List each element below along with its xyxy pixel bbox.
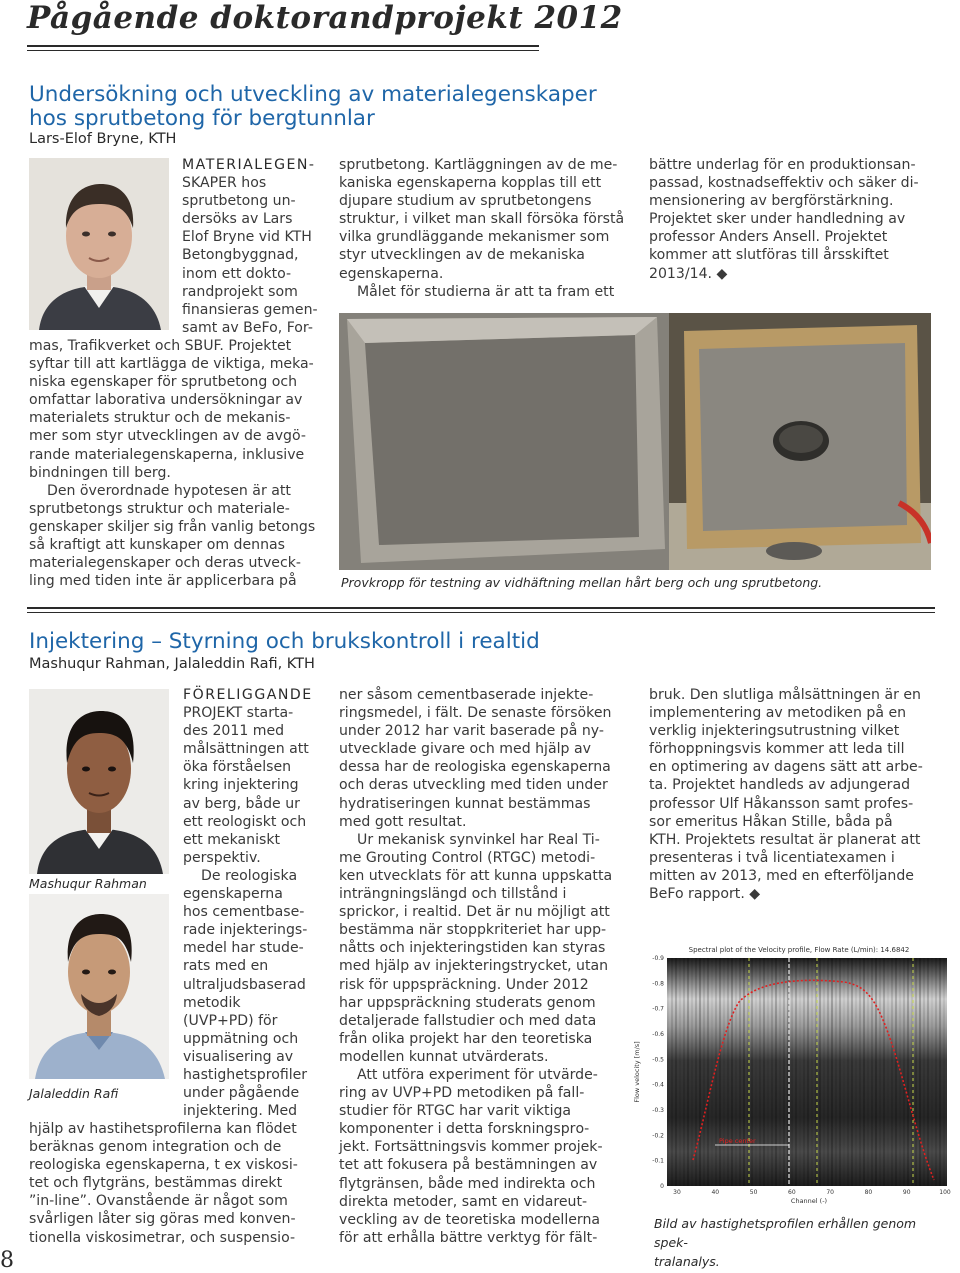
spectrum-stripe (759, 958, 761, 1186)
spectrum-stripe (743, 958, 745, 1186)
text-line: från olika projekt har den teoretiska (339, 1030, 593, 1047)
spectrum-stripe (795, 958, 797, 1186)
header-rule (27, 45, 539, 47)
text-line: sor emeritus Håkan Stille, båda på (649, 813, 893, 830)
caption-line: Bild av hastighetsprofilen erhållen genom spek- (654, 1216, 917, 1250)
text-line: hjälp av hastihetsprofilerna kan flödet (29, 1121, 297, 1137)
x-tick-label: 80 (864, 1189, 873, 1196)
spectrum-stripe (791, 958, 793, 1186)
page-number: 8 (0, 1248, 14, 1273)
spectrum-stripe (847, 958, 849, 1186)
text-line: risk för uppspräckning. Under 2012 (339, 976, 589, 993)
text-line: tionella viskosimetrar, och suspensio- (29, 1229, 296, 1246)
y-tick-label: -0.5 (652, 1056, 664, 1064)
spectrum-stripe (883, 958, 885, 1186)
x-tick-label: 40 (711, 1189, 720, 1196)
text-line: niska egenskaper för sprutbetong och (29, 374, 298, 391)
article1-col1 (29, 337, 329, 590)
text-line: des 2011 med (183, 723, 285, 740)
text-line: Den överordnade hypotesen är att (47, 482, 291, 499)
text-line: syftar till att kartlägga de viktiga, meka- (29, 356, 314, 373)
text-line: kaniska egenskaperna kopplas till ett (339, 175, 602, 192)
text-line: komponenter i detta forskningsprо- (339, 1121, 590, 1138)
spectrum-stripe (831, 958, 833, 1186)
spectrum-stripe (935, 958, 937, 1186)
spectrum-stripe (803, 958, 805, 1186)
spectrum-stripe (799, 958, 801, 1186)
spectrum-stripe (891, 958, 893, 1186)
text-line: PROJEKT starta- (183, 705, 294, 722)
text-line: sprutbetong un- (182, 193, 296, 210)
text-line: Betongbyggnad, (182, 247, 299, 264)
y-tick-label: -0.3 (652, 1107, 664, 1114)
portrait-jalaleddin-rafi (29, 894, 169, 1079)
spectrum-stripe (919, 958, 921, 1186)
spectrum-stripe (927, 958, 929, 1186)
text-line: Projektet sker under handledning av (649, 211, 906, 228)
spectrum-stripe (711, 958, 713, 1186)
spectrum-stripe (875, 958, 877, 1186)
spectrum-stripe (843, 958, 845, 1186)
text-line: öka förståelsen (183, 759, 292, 776)
text-line: djupare studium av sprutbetongens (339, 193, 592, 210)
y-tick-label: -0.4 (652, 1081, 664, 1089)
text-line: ett reologiskt och (183, 813, 307, 830)
spectrum-stripe (703, 958, 705, 1186)
portrait-mashuqur-rahman (29, 689, 169, 874)
text-line: med hjälp av injekteringstrycket, utan (339, 958, 609, 975)
text-line: SKAPER hos (182, 175, 267, 192)
text-line: en optimering av dagens sätt att arbe- (649, 759, 923, 776)
text-line: förhoppningsvis kommer att leda till (649, 741, 905, 758)
text-line: kommer att slutföras till årsskiftet (649, 247, 889, 264)
text-line: struktur, i vilket man skall försöka förstå (339, 211, 625, 228)
text-line: Att utföra experiment för utvärde- (357, 1066, 598, 1083)
text-line: modellen kunnat utvärderats. (339, 1048, 549, 1065)
spectrum-stripe (723, 958, 725, 1186)
text-line: omfattar laborativa undersökningar av (29, 392, 303, 409)
text-line: jekt. Fortsättningsvis kommer projek- (339, 1139, 603, 1156)
article1-col1-wrap (182, 156, 332, 337)
text-line: rande materialegenskaperna, inklusive (29, 446, 305, 463)
text-line: utvecklade givare och med hjälp av (339, 741, 591, 758)
spectrum-stripe (903, 958, 905, 1186)
article2-col1 (29, 1120, 329, 1247)
x-tick-label: 60 (788, 1189, 796, 1196)
text-line: kring injektering (183, 777, 299, 794)
text-line: så kraftigt att kunskaper om dennas (29, 537, 285, 554)
spectrum-stripe (767, 958, 769, 1186)
text-line: bestämma när stoppkriteriet har upp- (339, 922, 607, 939)
spectrum-stripe (839, 958, 841, 1186)
article1-col3 (649, 156, 949, 283)
portrait-drawing (29, 689, 169, 874)
y-tick-label: -0.8 (652, 980, 664, 988)
text-line: De reologiska (201, 867, 298, 884)
spectrum-stripe (731, 958, 733, 1186)
spectrum-stripe (739, 958, 741, 1186)
text-line: beräknas genom integration och de (29, 1139, 282, 1156)
x-tick-label: 70 (826, 1189, 834, 1196)
text-line: svårligen låter sig göras med konven- (29, 1211, 296, 1228)
specimen-photo-caption: Provkropp för testning av vidhäftning mellan hårt berg och ung sprutbetong. (341, 575, 823, 590)
text-line: under pågående (183, 1085, 300, 1102)
velocity-spectral-figure (629, 940, 951, 1205)
caption-line: tralanalys. (654, 1254, 720, 1269)
spectrum-stripe (863, 958, 865, 1186)
text-line: KTH. Projektets resultat är planerat att (649, 831, 921, 848)
spectrum-stripe (887, 958, 889, 1186)
text-line: sprutbetong. Kartläggningen av de me- (339, 157, 618, 173)
x-tick-label: 100 (939, 1189, 951, 1196)
article2-byline: Mashuqur Rahman, Jalaleddin Rafi, KTH (29, 656, 315, 672)
specimen-drawing (339, 313, 931, 570)
text-line: flytgränsen, både med indirekta och (339, 1175, 596, 1192)
spectrum-stripe (775, 958, 777, 1186)
text-line: tet och flytgräns, bestämmas direkt (29, 1175, 283, 1192)
text-line: egenskaperna. (339, 265, 444, 282)
text-line: visualisering av (183, 1048, 294, 1065)
spectrum-stripe (835, 958, 837, 1186)
text-line: presenteras i två licentiatexamen i (649, 849, 895, 866)
header-rule-thin (27, 50, 539, 51)
text-line: verklig injekteringsutrustning vilket (649, 723, 900, 740)
text-line: ling med tiden inte är applicerbara på (29, 573, 297, 590)
spectrum-stripe (679, 958, 681, 1186)
text-line: vilka grundläggande mekanismer som (339, 229, 610, 246)
figure-title: Spectral plot of the Velocity profile, Flow Rate (L/min): 14.6842 (688, 946, 910, 954)
figure-caption (654, 1214, 944, 1271)
text-line: med gott resultat. (339, 813, 467, 830)
page-header-title: Pågående doktorandprojekt 2012 (27, 0, 623, 36)
text-line: reologiska egenskaperna, t ex viskosi- (29, 1157, 298, 1174)
section-rule (27, 607, 935, 609)
text-line: veckling av de teoretiska modellerna (339, 1211, 601, 1228)
text-line: tet att fokusera på bestämningen av (339, 1157, 598, 1174)
article2-col3 (649, 686, 949, 903)
spectrum-stripe (763, 958, 765, 1186)
spectrum-stripe (671, 958, 673, 1186)
specimen-photo (339, 313, 931, 570)
photo2-caption: Jalaleddin Rafi (29, 1086, 119, 1101)
spectrum-stripe (811, 958, 813, 1186)
text-line: 2013/14. ◆ (649, 265, 728, 282)
text-line: ett mekaniskt (183, 831, 281, 848)
text-line: styr utvecklingen av de mekaniska (339, 247, 585, 264)
text-line: ringsmedel, i fält. De senaste försöken (339, 705, 612, 722)
spectrum-stripe (687, 958, 689, 1186)
lead-in: MATERIALEGEN- (182, 157, 316, 173)
spectrum-stripe (699, 958, 701, 1186)
text-line: mensionering av bergförstärkning. (649, 193, 894, 210)
spectrum-stripe (879, 958, 881, 1186)
text-line: ken utvecklats för att kunna uppskatta (339, 867, 613, 884)
text-line: för att erhålla bättre verktyg för fält- (339, 1229, 598, 1246)
text-line: sprickor, i realtid. Det är nu möjligt att (339, 904, 610, 921)
spectrum-stripe (783, 958, 785, 1186)
spectrum-stripe (719, 958, 721, 1186)
x-tick-label: 30 (673, 1189, 681, 1196)
spectrum-stripe (779, 958, 781, 1186)
section-rule-thin (27, 612, 935, 613)
y-axis-label: Flow velocity [m/s] (633, 1041, 641, 1103)
text-line: finansieras gemen- (182, 301, 318, 318)
text-line: studier för RTGC har varit viktiga (339, 1103, 572, 1120)
spectrum-stripe (827, 958, 829, 1186)
spectrum-stripe (895, 958, 897, 1186)
text-line: sprutbetongs struktur och materiale- (29, 500, 290, 517)
text-line: BeFo rapport. ◆ (649, 886, 761, 903)
text-line: hastighetsprofiler (183, 1066, 308, 1083)
text-line: rade injekterings- (183, 922, 308, 939)
text-line: ”in-line”. Ovanstående är något som (29, 1193, 288, 1210)
spectrum-stripe (871, 958, 873, 1186)
photo1-caption: Mashuqur Rahman (29, 876, 147, 891)
article1-byline: Lars-Elof Bryne, KTH (29, 131, 177, 147)
spectrum-stripe (807, 958, 809, 1186)
text-line: Elof Bryne vid KTH (182, 229, 312, 246)
text-line: mas, Trafikverket och SBUF. Projektet (29, 338, 292, 354)
lead-in: FÖRELIGGANDE (183, 687, 313, 703)
spectrum-stripe (943, 958, 945, 1186)
pipe-center-label: Pipe center (719, 1137, 756, 1145)
text-line: perspektiv. (183, 849, 261, 866)
spectrum-stripe (859, 958, 861, 1186)
text-line: nåtts och injekteringstiden kan styras (339, 940, 606, 957)
text-line: metodik (183, 994, 241, 1011)
text-line: direkta metoder, samt en vidareut- (339, 1193, 588, 1210)
portrait-drawing (29, 158, 169, 330)
text-line: genskaper skiljer sig från vanlig betongs (29, 518, 316, 535)
text-line: professor Ulf Håkansson samt profes- (649, 795, 914, 812)
spectrum-stripe (675, 958, 677, 1186)
text-line: (UVP+PD) för (183, 1012, 278, 1029)
text-line: samt av BeFo, For- (182, 319, 313, 336)
text-line: egenskaperna (183, 886, 283, 903)
text-line: medel har stude- (183, 940, 304, 957)
text-line: har uppspräckning studerats genom (339, 994, 596, 1011)
spectrum-stripe (715, 958, 717, 1186)
spectrum-stripe (683, 958, 685, 1186)
text-line: dersöks av Lars (182, 211, 293, 228)
spectrum-stripe (939, 958, 941, 1186)
spectrum-stripe (691, 958, 693, 1186)
text-line: Målet för studierna är att ta fram ett (357, 283, 615, 300)
portrait-lars-elof-bryne (29, 158, 169, 330)
text-line: inträngningslängd och tillstånd i (339, 886, 567, 903)
portrait-drawing (29, 894, 169, 1079)
y-tick-label: -0.7 (652, 1005, 664, 1013)
spectral-plot (629, 940, 951, 1205)
text-line: me Grouting Control (RTGC) metodi- (339, 849, 596, 866)
text-line: bättre underlag för en produktionsan- (649, 157, 916, 173)
text-line: av berg, både ur (183, 795, 300, 812)
y-tick-label: -0.6 (652, 1031, 664, 1038)
text-line: mer som styr utvecklingen av de avgö- (29, 428, 306, 445)
text-line: och deras utveckling med tiden under (339, 777, 608, 794)
text-line: hos cementbase- (183, 904, 305, 921)
spectrum-stripe (727, 958, 729, 1186)
spectrum-stripe (667, 958, 669, 1186)
text-line: rats med en (183, 958, 269, 975)
text-line: randprojekt som (182, 283, 298, 300)
spectrum-stripe (707, 958, 709, 1186)
text-line: ultraljudsbaserad (183, 976, 306, 993)
x-axis-label: Channel (-) (790, 1197, 828, 1205)
spectrum-stripe (735, 958, 737, 1186)
text-line: ring av UVP+PD metodiken på fall- (339, 1085, 585, 1102)
text-line: implementering av metodiken på en (649, 705, 907, 722)
text-line: professor Anders Ansell. Projektet (649, 229, 888, 246)
spectrum-stripe (851, 958, 853, 1186)
text-line: injektering. Med (183, 1103, 298, 1120)
spectrum-stripe (899, 958, 901, 1186)
article2-col2 (339, 686, 639, 1247)
text-line: ta. Projektet handleds av adjungerad (649, 777, 911, 794)
spectrum-stripe (907, 958, 909, 1186)
y-tick-label: 0 (660, 1183, 664, 1190)
text-line: detaljerade fallstudier och med data (339, 1012, 597, 1029)
spectrum-stripe (755, 958, 757, 1186)
article2-col1-wrap (183, 686, 333, 1120)
text-line: hydratiseringen kunnat bestämmas (339, 795, 591, 812)
spectrum-stripe (867, 958, 869, 1186)
text-line: dessa har de reologiska egenskaperna (339, 759, 611, 776)
y-tick-label: -0.9 (652, 955, 664, 962)
x-tick-label: 90 (902, 1189, 911, 1196)
article1-col2 (339, 156, 639, 301)
text-line: materialets struktur och de mekanis- (29, 410, 291, 427)
spectrum-stripe (923, 958, 925, 1186)
text-line: uppmätning och (183, 1030, 299, 1047)
y-tick-label: -0.1 (652, 1157, 664, 1165)
article2-title: Injektering – Styrning och brukskontroll i realtid (29, 629, 540, 654)
article1-title (29, 83, 597, 131)
text-line: målsättningen att (183, 741, 309, 758)
text-line: bindningen till berg. (29, 464, 171, 481)
text-line: Ur mekanisk synvinkel har Real Ti- (357, 831, 600, 848)
article1-title-line: Undersökning och utveckling av materialegenskaper (29, 82, 597, 107)
text-line: ner såsom cementbaserade injekte- (339, 687, 594, 703)
spectrum-stripe (915, 958, 917, 1186)
text-line: mitten av 2013, med en efterföljande (649, 867, 914, 884)
spectrum-stripe (819, 958, 821, 1186)
text-line: bruk. Den slutliga målsättningen är en (649, 687, 921, 703)
x-tick-label: 50 (749, 1189, 758, 1196)
y-tick-label: -0.2 (652, 1132, 664, 1140)
text-line: materialegenskaper och deras utveck- (29, 555, 301, 572)
spectrum-stripe (771, 958, 773, 1186)
spectrum-stripe (855, 958, 857, 1186)
spectrum-stripe (823, 958, 825, 1186)
text-line: inom ett dokto- (182, 265, 292, 282)
spectrum-stripe (931, 958, 933, 1186)
text-line: passad, kostnadseffektiv och säker di- (649, 175, 919, 192)
article1-title-line: hos sprutbetong för bergtunnlar (29, 106, 375, 131)
text-line: under 2012 har varit baserade på ny- (339, 723, 604, 740)
